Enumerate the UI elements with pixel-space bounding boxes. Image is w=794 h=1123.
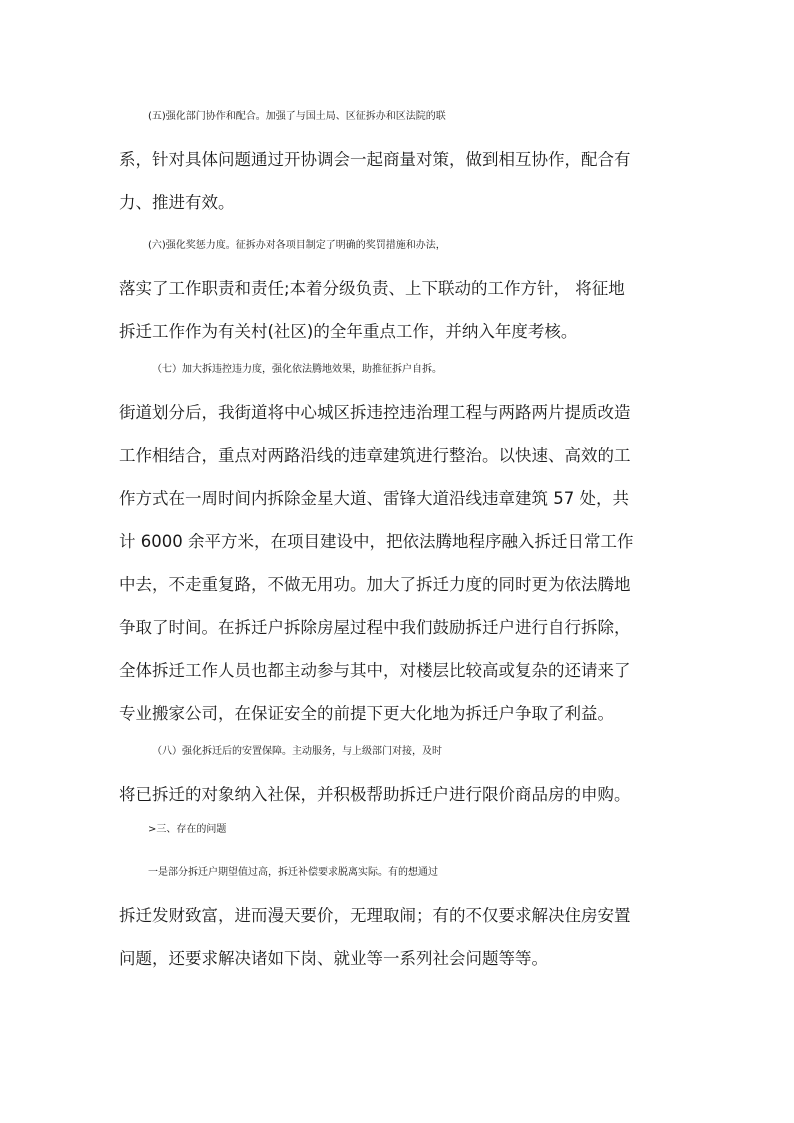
- paragraph-5-line-3: 力、推进有效。: [119, 193, 235, 212]
- paragraph-7-line-3: 工作相结合，重点对两路沿线的违章建筑进行整治。以快速、高效的工: [119, 446, 631, 465]
- paragraph-problems-line-2: 拆迁发财致富，进而漫天要价，无理取闹；有的不仅要求解决住房安置: [119, 906, 631, 925]
- paragraph-8-line-2: 将已拆迁的对象纳入社保，并积极帮助拆迁户进行限价商品房的申购。: [119, 785, 631, 804]
- paragraph-6-line-3: 拆迁工作作为有关村(社区)的全年重点工作，并纳入年度考核。: [119, 322, 578, 341]
- paragraph-5-line-2: 系，针对具体问题通过开协调会一起商量对策，做到相互协作，配合有: [119, 150, 631, 169]
- paragraph-5-line-1: (五)强化部门协作和配合。加强了与国土局、区征拆办和区法院的联: [148, 111, 446, 122]
- paragraph-7-line-2: 街道划分后，我街道将中心城区拆违控违治理工程与两路两片提质改造: [119, 403, 631, 422]
- paragraph-problems-line-1: 一是部分拆迁户期望值过高，拆迁补偿要求脱离实际。有的想通过: [148, 867, 438, 878]
- paragraph-6-line-2: 落实了工作职责和责任;本着分级负责、上下联动的工作方针， 将征地: [119, 279, 625, 298]
- paragraph-problems-line-3: 问题，还要求解决诸如下岗、就业等一系列社会问题等等。: [119, 949, 548, 968]
- paragraph-7-line-6: 中去，不走重复路，不做无用功。加大了拆迁力度的同时更为依法腾地: [119, 575, 631, 594]
- paragraph-7-line-8: 全体拆迁工作人员也都主动参与其中，对楼层比较高或复杂的还请来了: [119, 661, 631, 680]
- paragraph-7-line-7: 争取了时间。在拆迁户拆除房屋过程中我们鼓励拆迁户进行自行拆除，: [119, 618, 631, 637]
- paragraph-7-line-1: （七）加大拆违控违力度，强化依法腾地效果，助推征拆户自拆。: [152, 364, 442, 375]
- paragraph-7-line-5: 计 6000 余平方米，在项目建设中，把依法腾地程序融入拆迁日常工作: [119, 532, 634, 551]
- paragraph-7-line-9: 专业搬家公司，在保证安全的前提下更大化地为拆迁户争取了利益。: [119, 704, 614, 723]
- paragraph-8-line-1: （八）强化拆迁后的安置保障。主动服务，与上级部门对接，及时: [152, 746, 442, 757]
- paragraph-6-line-1: (六)强化奖惩力度。征拆办对各项目制定了明确的奖罚措施和办法，: [148, 240, 446, 251]
- paragraph-7-line-4: 作方式在一周时间内拆除金星大道、雷锋大道沿线违章建筑 57 处，共: [119, 489, 629, 508]
- section-heading-problems: >三、存在的问题: [148, 824, 227, 835]
